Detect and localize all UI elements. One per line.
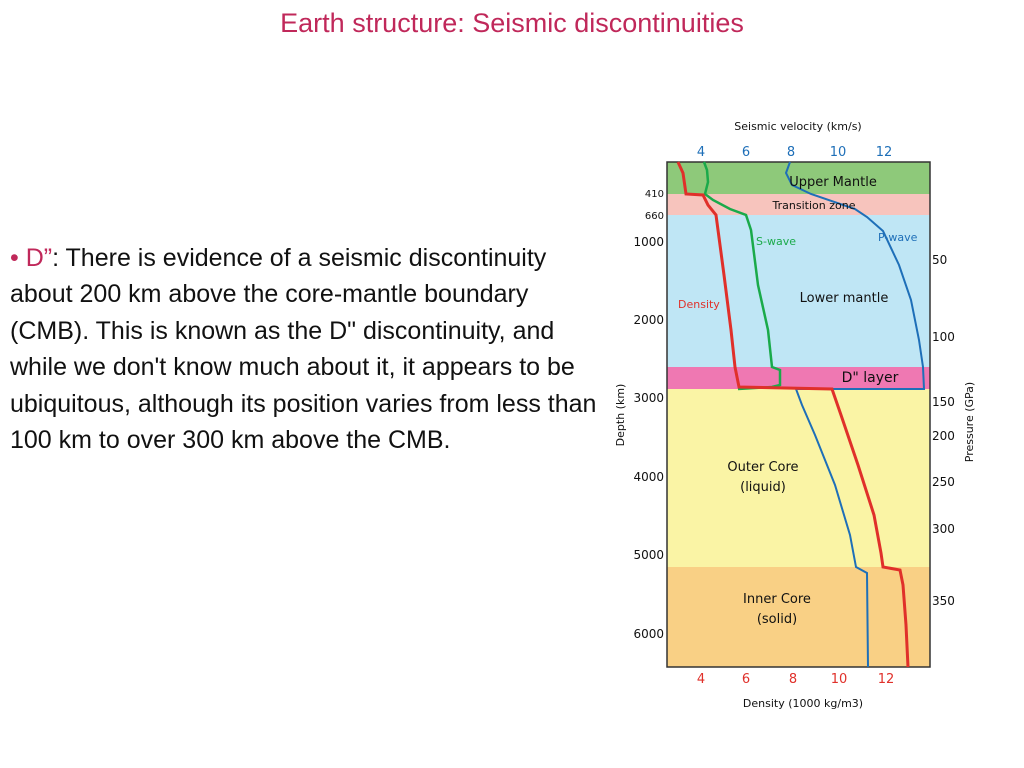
right-tick-250: 250 (932, 475, 955, 489)
left-ticks (633, 189, 664, 641)
d-layer-label: D" layer (841, 370, 899, 386)
bottom-tick-12: 12 (877, 672, 895, 687)
bullet-marker: • (10, 244, 26, 272)
right-tick-100: 100 (932, 330, 955, 344)
bullet-term: D” (25, 244, 53, 272)
right-axis-label: Pressure (GPa) (963, 381, 976, 463)
outer-core-label-line2: (liquid) (740, 480, 786, 495)
left-tick-1000: 1000 (633, 235, 664, 249)
bottom-axis-label: Density (1000 kg/m3) (742, 697, 864, 710)
left-tick-4000: 4000 (633, 470, 664, 484)
earth-structure-svg (600, 105, 1000, 720)
inner-core-band (667, 567, 930, 667)
right-tick-150: 150 (932, 395, 955, 409)
density-label: Density (678, 298, 720, 311)
bottom-tick-4: 4 (696, 672, 706, 687)
right-ticks (932, 253, 955, 608)
s-wave-label: S-wave (756, 235, 796, 248)
bullet-body: : There is evidence of a seismic discontinuity about 200 km above the core-mantle boundary (CMB). This is known as the D" discontinuity, and while we don't know much about it, it appears to be ubiquitous, although its position varies from less than 100 km to over 300 km above the CMB. (10, 244, 597, 455)
top-tick-8: 8 (786, 145, 796, 160)
top-tick-12: 12 (875, 145, 893, 160)
bottom-tick-8: 8 (788, 672, 798, 687)
left-tick-5000: 5000 (633, 548, 664, 562)
top-tick-10: 10 (829, 145, 847, 160)
bottom-tick-10: 10 (830, 672, 848, 687)
left-tick-2000: 2000 (633, 313, 664, 327)
transition-zone-label: Transition zone (772, 199, 856, 212)
slide-title: Earth structure: Seismic discontinuities (280, 8, 744, 38)
left-tick-410: 410 (644, 189, 664, 200)
lower-mantle-label: Lower mantle (799, 291, 889, 306)
earth-structure-figure (600, 105, 1000, 725)
right-tick-300: 300 (932, 522, 955, 536)
top-tick-4: 4 (696, 145, 706, 160)
left-tick-3000: 3000 (633, 391, 664, 405)
inner-core-label-line1: Inner Core (743, 592, 811, 607)
upper-mantle-label: Upper Mantle (789, 175, 877, 190)
top-axis-label: Seismic velocity (km/s) (734, 120, 862, 133)
inner-core-label-line2: (solid) (756, 612, 798, 627)
left-axis-label: Depth (km) (614, 383, 627, 447)
left-tick-6000: 6000 (633, 627, 664, 641)
p-wave-label: P-wave (878, 231, 918, 244)
bullet-paragraph (10, 240, 610, 458)
left-tick-660: 660 (644, 211, 664, 222)
top-tick-6: 6 (741, 145, 751, 160)
outer-core-band (667, 389, 930, 567)
right-tick-50: 50 (932, 253, 948, 267)
bottom-tick-6: 6 (741, 672, 751, 687)
outer-core-label-line1: Outer Core (727, 460, 799, 475)
right-tick-200: 200 (932, 429, 955, 443)
bottom-ticks (697, 672, 894, 687)
right-tick-350: 350 (932, 594, 955, 608)
top-ticks (697, 145, 892, 160)
